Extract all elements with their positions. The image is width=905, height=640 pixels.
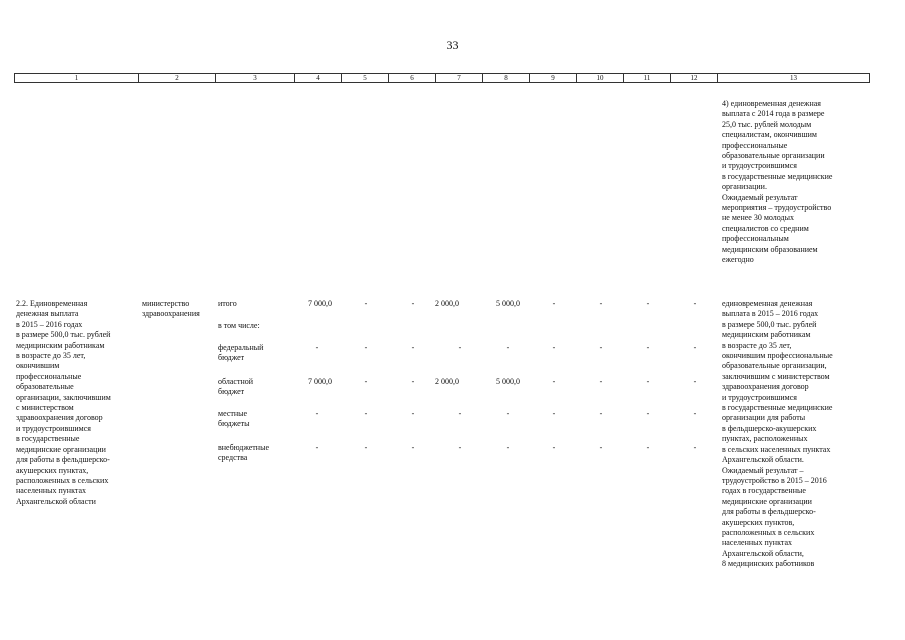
funding-value: - [315, 343, 319, 352]
text-line: в сельских населенных пунктах [722, 444, 831, 454]
funding-value: - [599, 299, 603, 308]
funding-value: - [646, 377, 650, 386]
text-line: бюджет [218, 353, 245, 363]
text-line: денежная выплата [16, 309, 79, 319]
text-line: местные [218, 409, 248, 418]
funding-value: - [506, 443, 510, 452]
funding-value: - [506, 409, 510, 418]
funding-value: 2 000,0 [435, 299, 459, 308]
text-line: акушерских пунктов, [722, 517, 795, 527]
text-line: профессиональные [16, 371, 82, 381]
page-number: 33 [446, 38, 459, 52]
funding-value: - [693, 409, 697, 418]
text-line: акушерских пунктах, [16, 465, 89, 475]
text-line: расположенных в сельских [16, 475, 109, 485]
previous-measure-result [722, 99, 832, 266]
column-number-13: 13 [718, 74, 870, 83]
column-number-9: 9 [530, 74, 577, 83]
funding-value: - [411, 299, 415, 308]
text-line: бюджеты [218, 419, 250, 429]
text-line: для работы в фельдшерско- [722, 507, 816, 517]
funding-value: 5 000,0 [496, 377, 520, 386]
text-line: специалистам, окончившим [722, 130, 817, 140]
funding-value: - [646, 299, 650, 308]
funding-source-label [218, 343, 263, 364]
text-line: населенных пунктах [722, 538, 792, 548]
column-number-1: 1 [15, 74, 139, 83]
text-line: Ожидаемый результат [722, 192, 798, 202]
funding-value: - [315, 443, 319, 452]
text-line: для работы в фельдшерско- [16, 455, 110, 465]
funding-value: - [411, 443, 415, 452]
text-line: в размере 500,0 тыс. рублей [722, 319, 817, 329]
text-line: медицинским работникам [16, 340, 105, 350]
column-number-8: 8 [483, 74, 530, 83]
funding-value: - [552, 299, 556, 308]
funding-value: - [646, 443, 650, 452]
text-line: в возрасте до 35 лет, [16, 351, 86, 361]
text-line: организации, заключившим [16, 392, 111, 402]
text-line: здравоохранения договор [16, 413, 103, 423]
funding-value: - [458, 443, 462, 452]
funding-source-label [218, 443, 269, 464]
funding-source-label [218, 409, 250, 430]
text-line: в размере 500,0 тыс. рублей [16, 330, 111, 340]
text-line: мероприятия – трудоустройство [722, 203, 832, 213]
text-line: специалистов со средним [722, 223, 809, 233]
text-line: 25,0 тыс. рублей молодым [722, 119, 812, 129]
funding-value: - [458, 409, 462, 418]
text-line: не менее 30 молодых [722, 213, 794, 223]
column-number-10: 10 [577, 74, 624, 83]
text-line: окончившим [16, 361, 60, 371]
funding-value: 7 000,0 [308, 299, 332, 308]
funding-source-label [218, 321, 260, 331]
text-line: Архангельской области, [722, 548, 804, 558]
funding-value: - [506, 343, 510, 352]
text-line: медицинские организации [16, 444, 106, 454]
text-line: выплата в 2015 – 2016 годах [722, 309, 819, 319]
text-line: выплата с 2014 года в размере [722, 109, 825, 119]
text-line: образовательные организации, [722, 361, 827, 371]
text-line: медицинским работникам [722, 330, 811, 340]
funding-value: - [552, 377, 556, 386]
funding-value: - [552, 409, 556, 418]
text-line: населенных пунктах [16, 486, 86, 496]
text-line: здравоохранения [142, 309, 200, 319]
text-line: заключившим с министерством [722, 371, 830, 381]
column-number-3: 3 [216, 74, 295, 83]
funding-source-label [218, 299, 237, 309]
text-line: министерство [142, 299, 190, 308]
funding-value: - [599, 343, 603, 352]
text-line: окончившим профессиональные [722, 351, 833, 361]
measure-expected-result [722, 299, 833, 570]
funding-value: - [364, 377, 368, 386]
text-line: расположенных в сельских [722, 527, 815, 537]
text-line: медицинским образованием [722, 244, 818, 254]
column-number-2: 2 [139, 74, 216, 83]
text-line: в государственные медицинские [722, 403, 833, 413]
funding-value: - [599, 443, 603, 452]
funding-value: - [693, 343, 697, 352]
text-line: с министерством [16, 403, 74, 413]
column-number-7: 7 [436, 74, 483, 83]
funding-value: - [599, 377, 603, 386]
column-number-6: 6 [389, 74, 436, 83]
column-number-11: 11 [624, 74, 671, 83]
text-line: областной [218, 377, 254, 386]
funding-value: - [411, 343, 415, 352]
text-line: ежегодно [722, 255, 754, 265]
funding-value: - [646, 409, 650, 418]
text-line: и трудоустроившимся [722, 161, 797, 171]
funding-value: - [364, 443, 368, 452]
funding-value: - [458, 343, 462, 352]
text-line: в возрасте до 35 лет, [722, 340, 792, 350]
measure-name [16, 299, 111, 507]
text-line: здравоохранения договор [722, 382, 809, 392]
funding-value: - [693, 377, 697, 386]
text-line: в фельдшерско-акушерских [722, 423, 817, 433]
funding-value: - [693, 299, 697, 308]
column-number-5: 5 [342, 74, 389, 83]
text-line: медицинские организации [722, 496, 812, 506]
funding-source-label [218, 377, 253, 398]
text-line: федеральный [218, 343, 264, 352]
text-line: итого [218, 299, 237, 308]
funding-value: - [552, 343, 556, 352]
text-line: средства [218, 453, 248, 463]
funding-value: - [364, 409, 368, 418]
funding-value: - [364, 343, 368, 352]
funding-value: 2 000,0 [435, 377, 459, 386]
text-line: образовательные [16, 382, 74, 392]
text-line: образовательные организации [722, 151, 825, 161]
text-line: трудоустройство в 2015 – 2016 [722, 475, 827, 485]
measure-executor [142, 299, 200, 320]
funding-value: - [552, 443, 556, 452]
funding-value: 7 000,0 [308, 377, 332, 386]
column-number-12: 12 [671, 74, 718, 83]
text-line: 2.2. Единовременная [16, 299, 88, 308]
funding-value: - [599, 409, 603, 418]
text-line: годах в государственные [722, 486, 806, 496]
text-line: бюджет [218, 387, 245, 397]
funding-value: - [411, 409, 415, 418]
funding-value: - [315, 409, 319, 418]
text-line: 8 медицинских работников [722, 559, 815, 569]
text-line: внебюджетные [218, 443, 269, 452]
text-line: единовременная денежная [722, 299, 813, 308]
text-line: и трудоустроившимся [722, 392, 797, 402]
text-line: Архангельской области [16, 496, 96, 506]
text-line: в государственные [16, 434, 80, 444]
text-line: Архангельской области. [722, 455, 804, 465]
text-line: Ожидаемый результат – [722, 465, 804, 475]
funding-value: - [411, 377, 415, 386]
funding-value: - [364, 299, 368, 308]
text-line: в том числе: [218, 321, 260, 330]
text-line: организации для работы [722, 413, 806, 423]
funding-value: 5 000,0 [496, 299, 520, 308]
text-line: пунктах, расположенных [722, 434, 808, 444]
text-line: 4) единовременная денежная [722, 99, 821, 108]
text-line: профессиональные [722, 140, 788, 150]
column-number-4: 4 [295, 74, 342, 83]
text-line: профессиональным [722, 234, 789, 244]
text-line: в 2015 – 2016 годах [16, 319, 83, 329]
text-line: в государственные медицинские [722, 171, 833, 181]
column-number-header [14, 73, 870, 83]
text-line: организации. [722, 182, 767, 192]
funding-value: - [693, 443, 697, 452]
funding-value: - [646, 343, 650, 352]
text-line: и трудоустроившимся [16, 423, 91, 433]
